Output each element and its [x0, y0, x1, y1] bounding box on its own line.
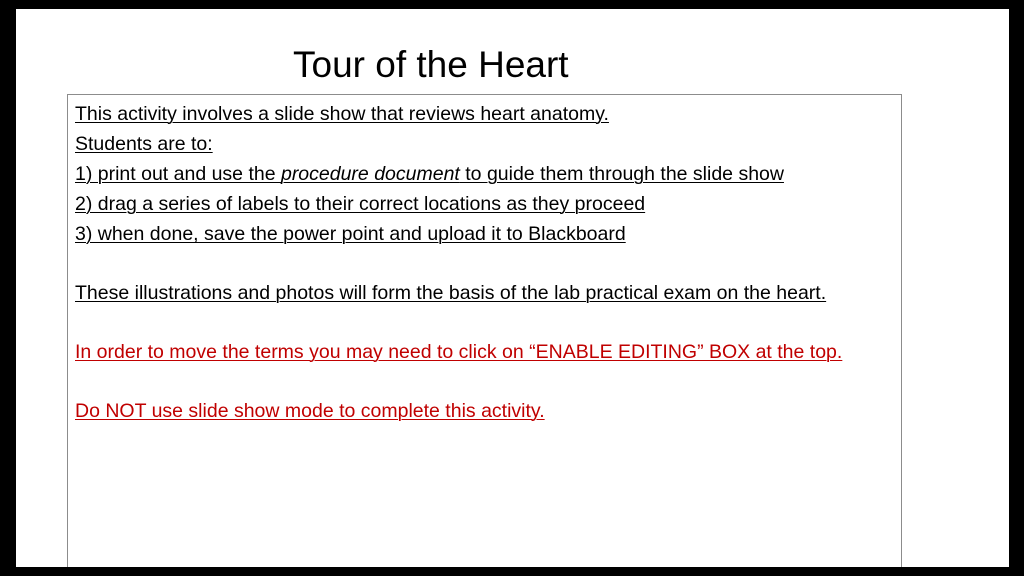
exam-note-line: These illustrations and photos will form the basis of the lab practical exam on the heart. [75, 282, 827, 304]
step-2-line: 2) drag a series of labels to their correct locations as they proceed [75, 193, 646, 215]
text-box[interactable] [67, 94, 902, 567]
slide-show-warning-line: Do NOT use slide show mode to complete this activity. [75, 400, 545, 422]
step-1-text-end: to guide them through the slide show [459, 163, 784, 185]
enable-editing-note-line: In order to move the terms you may need to click on “ENABLE EDITING” BOX at the top. [75, 341, 843, 363]
slide [16, 9, 1009, 567]
step-1-line [75, 159, 894, 189]
intro-line: This activity involves a slide show that reviews heart anatomy. [75, 103, 609, 125]
step-1-text-start: 1) print out and use the [75, 163, 281, 185]
procedure-document-emphasis: procedure document [280, 163, 460, 185]
students-are-to-line: Students are to: [75, 133, 213, 155]
slide-title: Tour of the Heart [293, 44, 569, 85]
step-3-line: 3) when done, save the power point and upload it to Blackboard [75, 223, 626, 245]
